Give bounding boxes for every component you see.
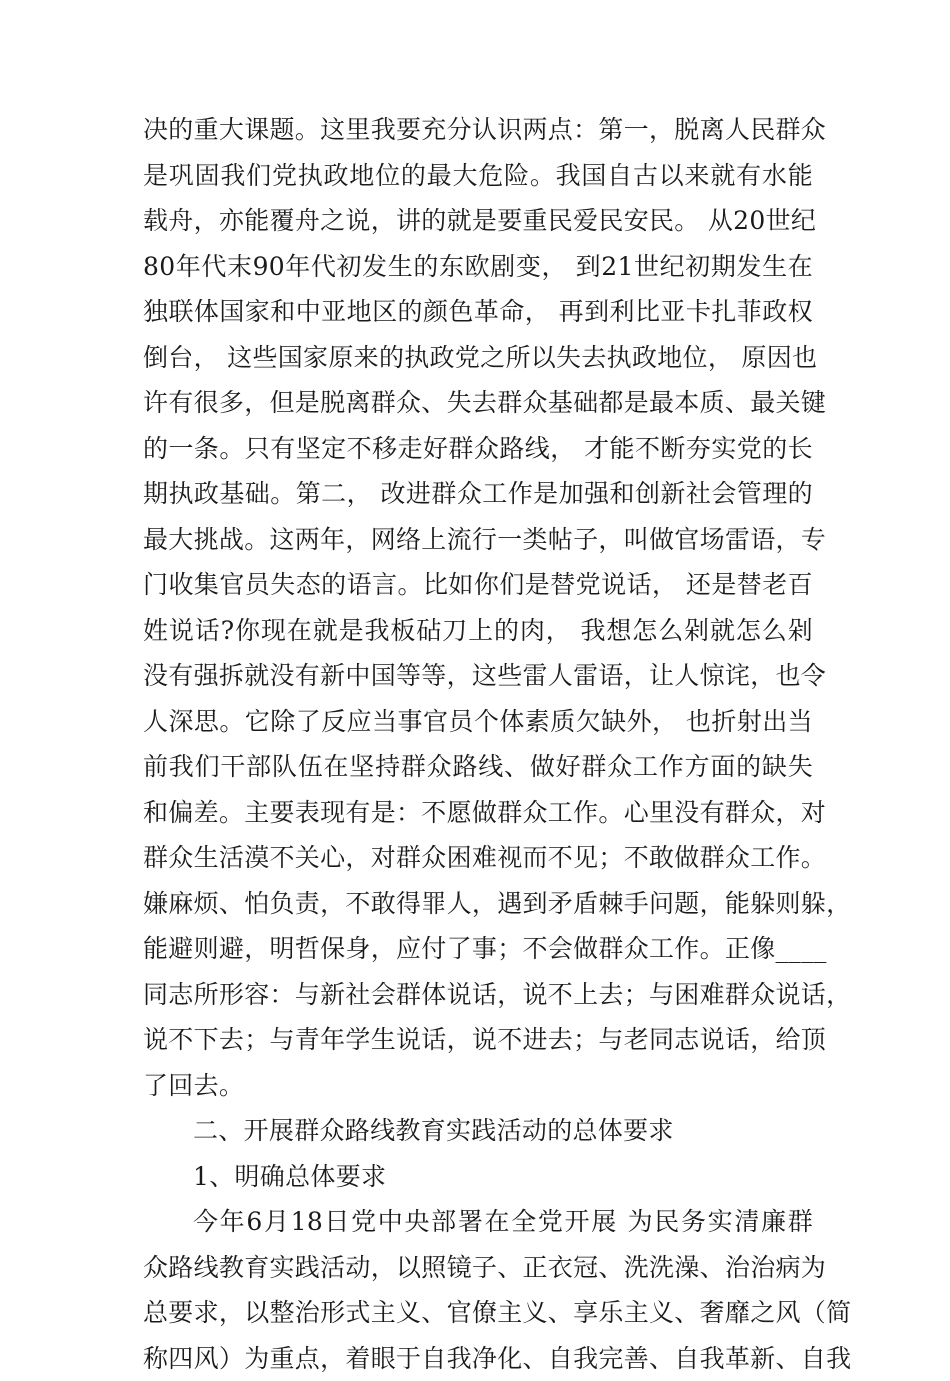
text-line: 倒台， 这些国家原来的执政党之所以失去执政地位， 原因也 xyxy=(143,335,813,381)
text-line: 人深思。它除了反应当事官员个体素质欠缺外， 也折射出当 xyxy=(143,699,813,745)
document-body-text xyxy=(143,107,813,1381)
text-line: 了回去。 xyxy=(143,1063,813,1109)
text-line: 同志所形容：与新社会群体说话，说不上去；与困难群众说话， xyxy=(143,972,813,1018)
text-line: 今年6月18日党中央部署在全党开展 为民务实清廉群 xyxy=(143,1199,813,1245)
text-line: 前我们干部队伍在坚持群众路线、做好群众工作方面的缺失 xyxy=(143,744,813,790)
text-line: 1、明确总体要求 xyxy=(143,1154,813,1200)
text-line: 期执政基础。第二， 改进群众工作是加强和创新社会管理的 xyxy=(143,471,813,517)
text-line: 许有很多，但是脱离群众、失去群众基础都是最本质、最关键 xyxy=(143,380,813,426)
text-line: 嫌麻烦、怕负责，不敢得罪人，遇到矛盾棘手问题，能躲则躲， xyxy=(143,881,813,927)
text-line: 和偏差。主要表现有是：不愿做群众工作。心里没有群众，对 xyxy=(143,790,813,836)
text-line: 总要求，以整治形式主义、官僚主义、享乐主义、奢靡之风（简 xyxy=(143,1290,813,1336)
text-line: 群众生活漠不关心，对群众困难视而不见；不敢做群众工作。 xyxy=(143,835,813,881)
text-line: 独联体国家和中亚地区的颜色革命， 再到利比亚卡扎菲政权 xyxy=(143,289,813,335)
text-line: 决的重大课题。这里我要充分认识两点：第一，脱离人民群众 xyxy=(143,107,813,153)
text-line: 众路线教育实践活动，以照镜子、正衣冠、洗洗澡、治治病为 xyxy=(143,1245,813,1291)
text-line: 是巩固我们党执政地位的最大危险。我国自古以来就有水能 xyxy=(143,153,813,199)
text-line: 最大挑战。这两年，网络上流行一类帖子，叫做官场雷语，专 xyxy=(143,517,813,563)
text-line: 二、开展群众路线教育实践活动的总体要求 xyxy=(143,1108,813,1154)
text-line: 能避则避，明哲保身，应付了事；不会做群众工作。正像____ xyxy=(143,926,813,972)
text-line: 姓说话?你现在就是我板砧刀上的肉， 我想怎么剁就怎么剁 xyxy=(143,608,813,654)
text-line: 称四风）为重点，着眼于自我净化、自我完善、自我革新、自我 xyxy=(143,1336,813,1381)
text-line: 载舟，亦能覆舟之说，讲的就是要重民爱民安民。 从20世纪 xyxy=(143,198,813,244)
text-line: 的一条。只有坚定不移走好群众路线， 才能不断夯实党的长 xyxy=(143,426,813,472)
text-line: 没有强拆就没有新中国等等，这些雷人雷语，让人惊诧，也令 xyxy=(143,653,813,699)
text-line: 说不下去；与青年学生说话，说不进去；与老同志说话，给顶 xyxy=(143,1017,813,1063)
text-line: 80年代末90年代初发生的东欧剧变， 到21世纪初期发生在 xyxy=(143,244,813,290)
text-line: 门收集官员失态的语言。比如你们是替党说话， 还是替老百 xyxy=(143,562,813,608)
